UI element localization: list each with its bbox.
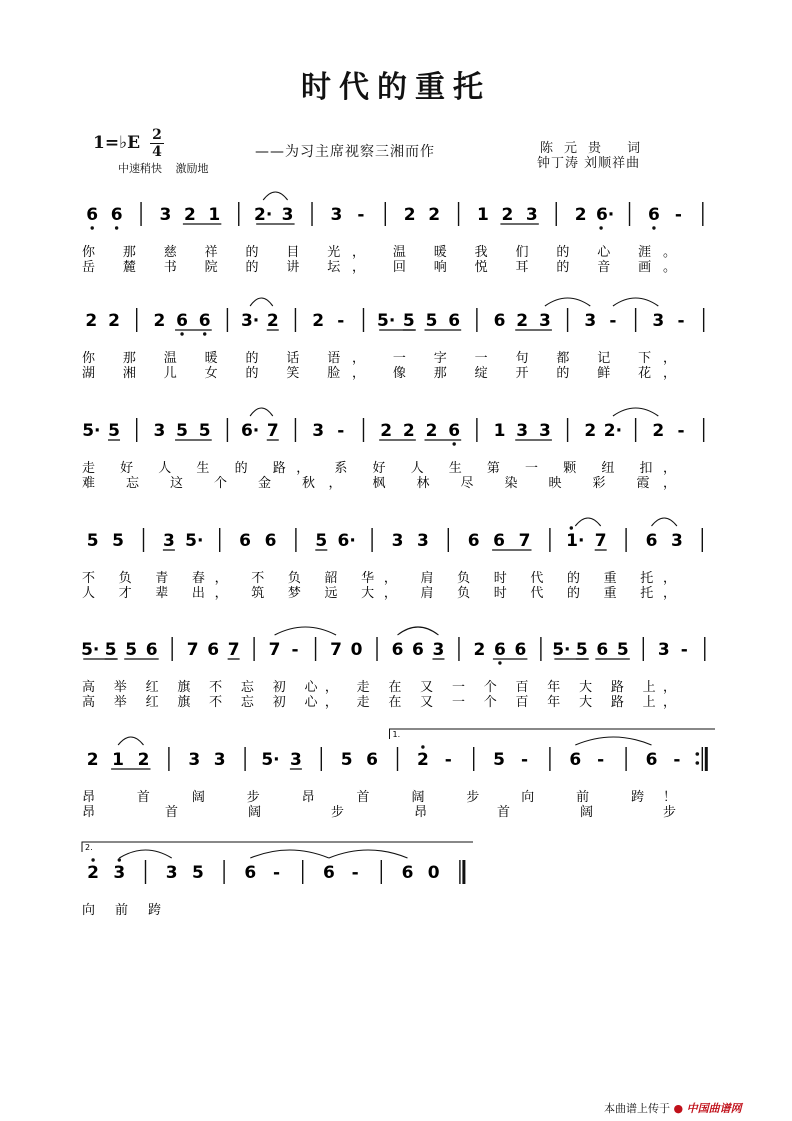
note: 5· bbox=[552, 640, 571, 660]
slur-arc bbox=[613, 298, 658, 306]
note: 3 bbox=[657, 640, 670, 660]
note: 6 bbox=[645, 750, 658, 770]
note: 1 bbox=[112, 750, 125, 770]
note: 2 bbox=[86, 750, 99, 770]
note: 3 bbox=[289, 750, 302, 770]
lyric-line: 岳 麓 书 院 的 讲 坛， 回 响 悦 耳 的 音 画。 bbox=[82, 260, 677, 275]
note: 3 bbox=[391, 531, 404, 551]
high-octave-dot bbox=[91, 858, 94, 861]
note: 2 bbox=[516, 311, 529, 331]
note: 2· bbox=[254, 205, 273, 225]
lyric-line: 你 那 温 暖 的 话 语， 一 字 一 句 都 记 下， bbox=[82, 351, 677, 366]
note: 3 bbox=[281, 205, 294, 225]
composer-credit: 钟丁涛 刘顺祥曲 bbox=[537, 156, 641, 171]
note: 6 bbox=[244, 863, 257, 883]
note: 2 bbox=[108, 311, 120, 331]
note: 6 bbox=[86, 205, 99, 225]
note: 2 bbox=[266, 311, 279, 331]
dash-extension: - bbox=[351, 863, 359, 883]
note: 3 bbox=[538, 421, 551, 441]
key-signature: 1=♭E bbox=[93, 133, 141, 153]
slur-arc bbox=[250, 408, 273, 416]
note: 6 bbox=[493, 640, 506, 660]
dash-extension: - bbox=[337, 421, 345, 441]
lyric-line: 高 举 红 旗 不 忘 初 心， 走 在 又 一 个 百 年 大 路 上， bbox=[82, 680, 677, 695]
note: 2 bbox=[402, 421, 415, 441]
lyric-line: 走 好 人 生 的 路， 系 好 人 生 第 一 颗 纽 扣， bbox=[82, 461, 677, 476]
note: 3 bbox=[416, 531, 429, 551]
volta-bracket bbox=[390, 729, 716, 739]
note: 5 bbox=[108, 421, 120, 441]
note: 5 bbox=[125, 640, 138, 660]
note: 6 bbox=[198, 311, 211, 331]
slur-arc bbox=[250, 298, 273, 306]
note: 6 bbox=[366, 750, 379, 770]
low-octave-dot bbox=[203, 332, 206, 335]
lyric-line: 向 前 跨 bbox=[82, 903, 162, 918]
slur-arc bbox=[119, 850, 171, 858]
note: 3 bbox=[188, 750, 201, 770]
low-octave-dot bbox=[452, 442, 455, 445]
note: 7 bbox=[266, 421, 279, 441]
lyric-line: 你 那 慈 祥 的 目 光， 温 暖 我 们 的 心 涯。 bbox=[82, 245, 677, 260]
note: 3 bbox=[165, 863, 178, 883]
dash-extension: - bbox=[357, 205, 365, 225]
note: 2 bbox=[403, 205, 416, 225]
slur-arc bbox=[263, 192, 287, 200]
note: 2 bbox=[312, 311, 325, 331]
note: 1 bbox=[477, 205, 489, 225]
lyric-line: 不 负 青 春， 不 负 韶 华， 肩 负 时 代 的 重 托， bbox=[82, 571, 677, 586]
site-logo-icon: ● bbox=[673, 1102, 684, 1115]
slur-arc bbox=[613, 408, 658, 416]
dash-extension: - bbox=[444, 750, 452, 770]
lyric-line: 湖 湘 儿 女 的 笑 脸， 像 那 绽 开 的 鲜 花， bbox=[82, 366, 677, 381]
note: 3 bbox=[516, 421, 529, 441]
note: 6 bbox=[648, 205, 660, 225]
meter-bottom: 4 bbox=[152, 144, 162, 160]
note: 3 bbox=[538, 311, 551, 331]
note: 6 bbox=[514, 640, 527, 660]
low-octave-dot bbox=[599, 226, 602, 229]
note: 3· bbox=[240, 311, 260, 331]
tempo-marking: 中速稍快 激励地 bbox=[118, 162, 209, 175]
slur-arc bbox=[652, 518, 677, 526]
note: 5 bbox=[315, 531, 328, 551]
note: 5 bbox=[402, 311, 415, 331]
note: 2 bbox=[584, 421, 597, 441]
dash-extension: - bbox=[677, 421, 685, 441]
note: 5 bbox=[198, 421, 211, 441]
footer-credit bbox=[604, 1100, 742, 1116]
note: 6· bbox=[240, 421, 260, 441]
note: 7 bbox=[330, 640, 342, 660]
note: 7 bbox=[186, 640, 199, 660]
note: 5· bbox=[261, 750, 280, 770]
note: 3 bbox=[159, 205, 172, 225]
dash-extension: - bbox=[609, 311, 617, 331]
note: 2 bbox=[428, 205, 441, 225]
note: 6 bbox=[401, 863, 414, 883]
note: 3 bbox=[652, 311, 665, 331]
note: 6 bbox=[391, 640, 404, 660]
slur-arc bbox=[575, 518, 600, 526]
low-octave-dot bbox=[498, 661, 501, 664]
note: 5 bbox=[176, 421, 188, 441]
slur-arc bbox=[275, 627, 336, 635]
note: 5 bbox=[575, 640, 588, 660]
dash-extension: - bbox=[291, 640, 299, 660]
note: 6 bbox=[596, 640, 609, 660]
note: 6 bbox=[467, 531, 480, 551]
note: 5 bbox=[493, 750, 506, 770]
high-octave-dot bbox=[118, 858, 121, 861]
slur-arc bbox=[329, 850, 408, 858]
high-octave-dot bbox=[421, 745, 424, 748]
slur-arc bbox=[545, 298, 590, 306]
note: 5· bbox=[185, 531, 204, 551]
site-name[interactable]: 中国曲谱网 bbox=[686, 1102, 742, 1115]
note: 3 bbox=[312, 421, 325, 441]
note: 5· bbox=[82, 421, 101, 441]
note: 6 bbox=[412, 640, 424, 660]
note: 5 bbox=[340, 750, 353, 770]
note: 2 bbox=[416, 750, 429, 770]
slur-arc bbox=[250, 850, 329, 858]
note: 6 bbox=[176, 311, 188, 331]
repeat-dot bbox=[696, 761, 700, 765]
note: 6 bbox=[448, 421, 461, 441]
note: 5 bbox=[86, 531, 99, 551]
note: 6 bbox=[239, 531, 252, 551]
note: 7 bbox=[518, 531, 531, 551]
note: 6· bbox=[337, 531, 356, 551]
note: 2 bbox=[85, 311, 98, 331]
note: 0 bbox=[350, 640, 363, 660]
note: 3 bbox=[113, 863, 126, 883]
note: 6 bbox=[569, 750, 582, 770]
slur-arc bbox=[398, 627, 439, 635]
dash-extension: - bbox=[272, 863, 281, 883]
high-octave-dot bbox=[570, 526, 573, 529]
lyric-line: 难 忘 这 个 金 秋， 枫 林 尽 染 映 彩 霞， bbox=[82, 476, 678, 491]
song-title: 时代的重托 bbox=[301, 70, 491, 105]
note: 5 bbox=[112, 531, 125, 551]
note: 1 bbox=[208, 205, 221, 225]
note: 3 bbox=[153, 421, 166, 441]
note: 3 bbox=[670, 531, 683, 551]
note: 7 bbox=[594, 531, 607, 551]
note: 2 bbox=[652, 421, 665, 441]
note: 6 bbox=[264, 531, 277, 551]
note: 2 bbox=[473, 640, 486, 660]
note: 6 bbox=[145, 640, 158, 660]
note: 1 bbox=[493, 421, 506, 441]
lyric-line: 人 才 辈 出， 筑 梦 远 大， 肩 负 时 代 的 重 托， bbox=[82, 586, 677, 601]
low-octave-dot bbox=[115, 226, 118, 229]
note: 7 bbox=[268, 640, 281, 660]
note: 2 bbox=[425, 421, 438, 441]
slur-arc bbox=[118, 737, 143, 745]
note: 2 bbox=[137, 750, 150, 770]
dash-extension: - bbox=[673, 750, 681, 770]
note: 5 bbox=[191, 863, 204, 883]
note: 5 bbox=[425, 311, 438, 331]
low-octave-dot bbox=[652, 226, 655, 229]
note: 6 bbox=[207, 640, 220, 660]
note: 6 bbox=[110, 205, 123, 225]
dash-extension: - bbox=[337, 311, 345, 331]
dash-extension: - bbox=[520, 750, 529, 770]
subtitle: ——为习主席视察三湘而作 bbox=[255, 144, 435, 160]
note: 6· bbox=[595, 205, 615, 225]
lyric-line: 昂 首 阔 步 昂 首 阔 步 向 前 跨！ bbox=[82, 790, 678, 805]
note: 6 bbox=[493, 531, 506, 551]
note: 2 bbox=[153, 311, 166, 331]
note: 6 bbox=[322, 863, 335, 883]
note: 2 bbox=[87, 863, 100, 883]
note: 1· bbox=[566, 531, 585, 551]
note: 5· bbox=[377, 311, 396, 331]
slur-arc bbox=[575, 737, 651, 745]
lyric-line: 高 举 红 旗 不 忘 初 心， 走 在 又 一 个 百 年 大 路 上， bbox=[82, 695, 677, 710]
dash-extension: - bbox=[597, 750, 605, 770]
low-octave-dot bbox=[91, 226, 94, 229]
note: 5 bbox=[104, 640, 117, 660]
note: 2 bbox=[183, 205, 196, 225]
low-octave-dot bbox=[180, 332, 183, 335]
note: 3 bbox=[162, 531, 175, 551]
note: 3 bbox=[432, 640, 445, 660]
lyricist-credit: 陈元贵 词 bbox=[540, 141, 652, 156]
note: 5 bbox=[616, 640, 629, 660]
volta-number: 2. bbox=[85, 843, 93, 852]
note: 2 bbox=[501, 205, 514, 225]
note: 6 bbox=[645, 531, 658, 551]
note: 0 bbox=[427, 863, 440, 883]
note: 3 bbox=[584, 311, 597, 331]
dash-extension: - bbox=[680, 640, 688, 660]
note: 3 bbox=[330, 205, 343, 225]
dash-extension: - bbox=[677, 311, 685, 331]
meter-top: 2 bbox=[152, 127, 162, 143]
note: 2 bbox=[574, 205, 587, 225]
volta-number: 1. bbox=[392, 730, 401, 739]
repeat-dot bbox=[696, 752, 700, 756]
note: 6 bbox=[448, 311, 461, 331]
note: 7 bbox=[227, 640, 240, 660]
note: 3 bbox=[525, 205, 538, 225]
note: 5· bbox=[81, 640, 100, 660]
note: 2 bbox=[380, 421, 393, 441]
note: 3 bbox=[213, 750, 226, 770]
dash-extension: - bbox=[674, 205, 682, 225]
note: 2· bbox=[603, 421, 623, 441]
note: 6 bbox=[493, 311, 506, 331]
footer-upload-text: 本曲谱上传于 bbox=[604, 1102, 670, 1115]
lyric-line: 昂 首 阔 步 昂 首 阔 步 bbox=[82, 805, 677, 820]
